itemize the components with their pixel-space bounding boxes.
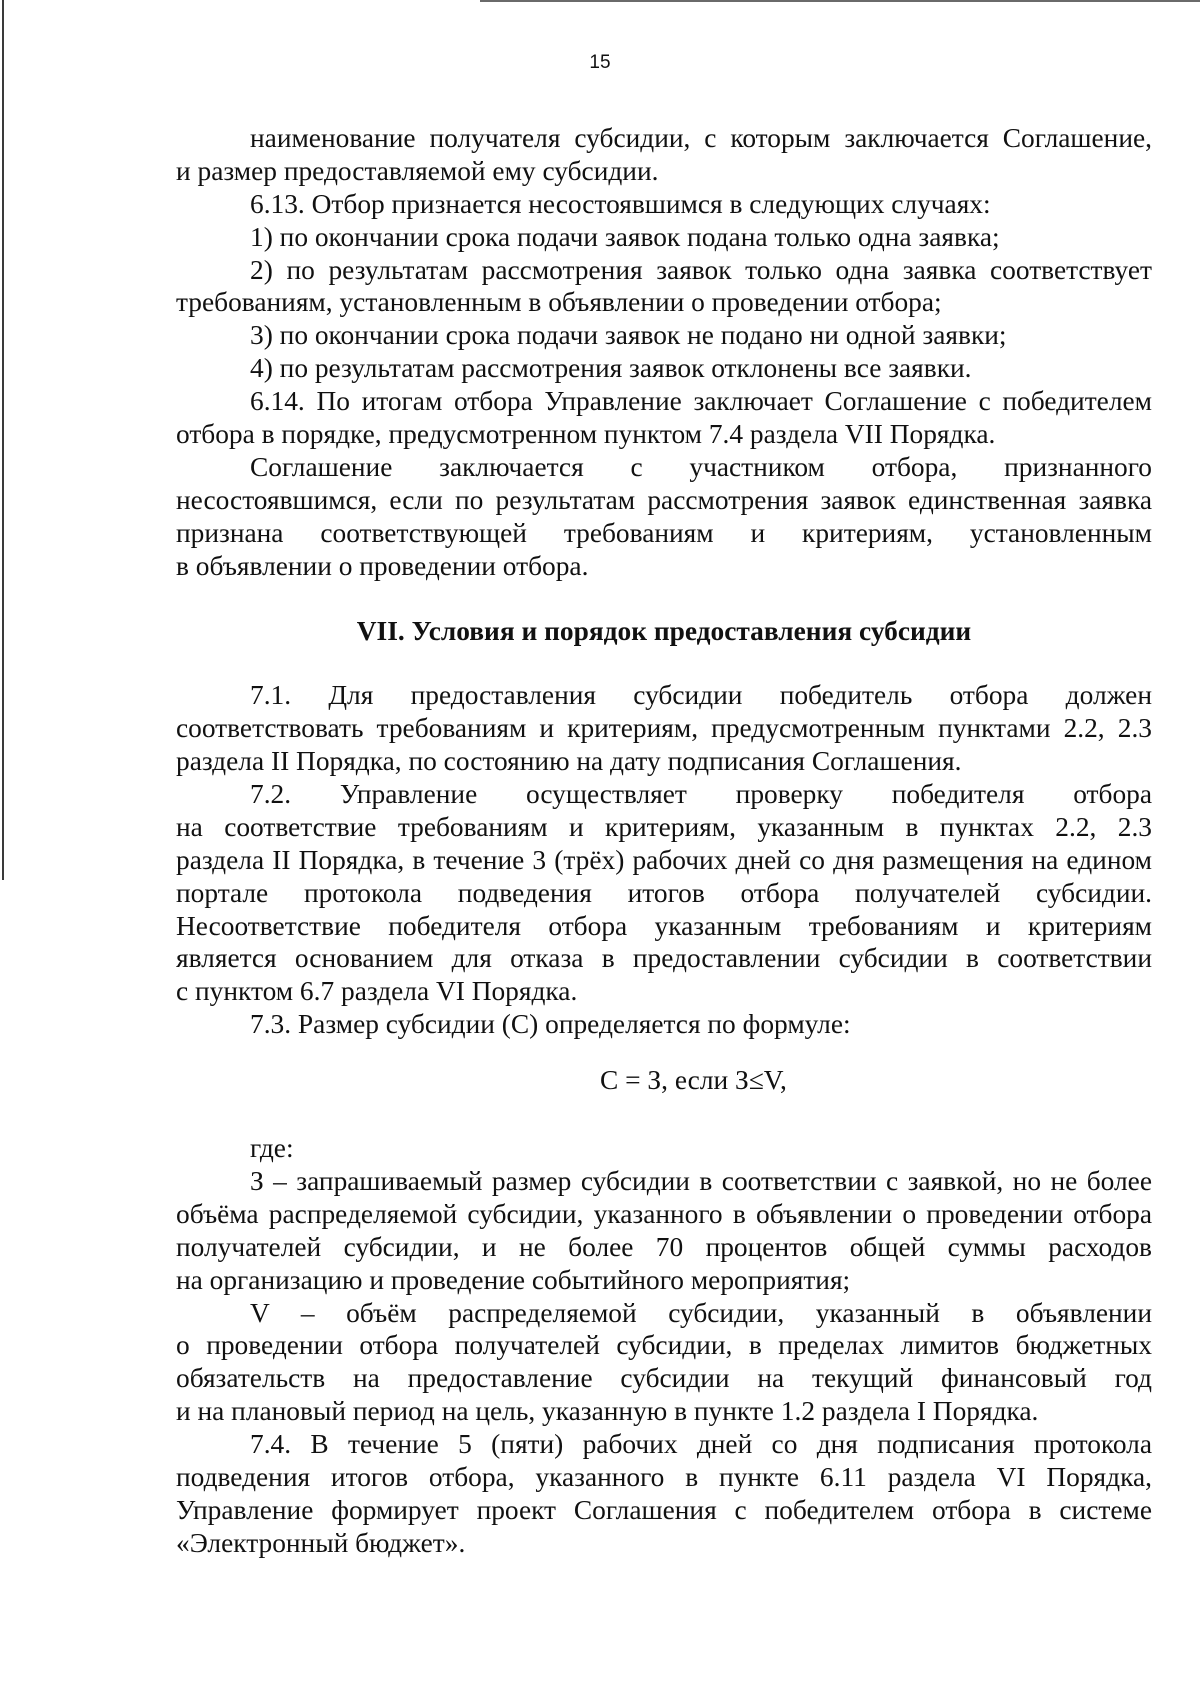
text-line: наименование получателя субсидии, с которым заключается Соглашение,: [250, 123, 1152, 153]
text-line: получателей субсидии, и не более 70 процентов общей суммы расходов: [176, 1231, 1152, 1262]
text-line: 3) по окончании срока подачи заявок не подано ни одной заявки;: [250, 320, 1007, 351]
text-line: Соглашение заключается с участником отбора, признанного: [250, 451, 1152, 482]
text-line: подведения итогов отбора, указанного в пункте 6.11 раздела VI Порядка,: [176, 1461, 1152, 1492]
text-line: Несоответствие победителя отбора указанным требованиям и критериям: [176, 910, 1152, 941]
text-line: в объявлении о проведении отбора.: [176, 550, 589, 581]
text-line: портале протокола подведения итогов отбора получателей субсидии.: [176, 877, 1152, 908]
paragraph-block-section-7: [176, 679, 1152, 1041]
text-line: З – запрашиваемый размер субсидии в соответствии с заявкой, но не более: [250, 1165, 1152, 1196]
text-line: 7.1. Для предоставления субсидии победитель отбора должен: [250, 680, 1152, 711]
text-line: Управление формирует проект Соглашения с победителем отбора в системе: [176, 1494, 1152, 1525]
text-line: о проведении отбора получателей субсидии, в пределах лимитов бюджетных: [176, 1330, 1152, 1361]
text-line: 6.13. Отбор признается несостоявшимся в следующих случаях:: [250, 188, 991, 219]
text-line: обязательств на предоставление субсидии на текущий финансовый год: [176, 1363, 1152, 1394]
paragraph-block-definitions: [176, 1132, 1152, 1560]
text-line: на организацию и проведение событийного мероприятия;: [176, 1264, 851, 1295]
text-line: 1) по окончании срока подачи заявок подана только одна заявка;: [250, 221, 1000, 252]
text-line: где:: [250, 1133, 294, 1164]
text-line: раздела II Порядка, в течение 3 (трёх) рабочих дней со дня размещения на едином: [176, 844, 1152, 875]
formula: С = З, если З≤V,: [600, 1065, 787, 1096]
text-line: 4) по результатам рассмотрения заявок отклонены все заявки.: [250, 353, 972, 384]
text-line: требованиям, установленным в объявлении о проведении отбора;: [176, 287, 942, 318]
text-line: несостоявшимся, если по результатам рассмотрения заявок единственная заявка: [176, 484, 1152, 515]
text-line: 7.2. Управление осуществляет проверку победителя отбора: [250, 779, 1152, 810]
scan-edge-left: [2, 0, 4, 880]
text-line: 7.4. В течение 5 (пяти) рабочих дней со дня подписания протокола: [250, 1429, 1152, 1460]
text-line: с пунктом 6.7 раздела VI Порядка.: [176, 976, 578, 1007]
scan-edge-top: [480, 0, 1200, 2]
document-body: [176, 122, 1152, 1560]
paragraph-block-section-6: [176, 122, 1152, 582]
section-heading: VII. Условия и порядок предоставления субсидии: [356, 616, 972, 647]
text-line: «Электронный бюджет».: [176, 1527, 466, 1558]
text-line: на соответствие требованиям и критериям, указанным в пунктах 2.2, 2.3: [176, 811, 1152, 842]
text-line: 2) по результатам рассмотрения заявок только одна заявка соответствует: [250, 254, 1152, 285]
text-line: 6.14. По итогам отбора Управление заключает Соглашение с победителем: [250, 386, 1152, 417]
text-line: и на плановый период на цель, указанную в пункте 1.2 раздела I Порядка.: [176, 1396, 1039, 1427]
text-line: и размер предоставляемой ему субсидии.: [176, 155, 659, 186]
text-line: отбора в порядке, предусмотренном пунктом 7.4 раздела VII Порядка.: [176, 419, 996, 450]
text-line: раздела II Порядка, по состоянию на дату подписания Соглашения.: [176, 746, 962, 777]
text-line: соответствовать требованиям и критериям, предусмотренным пунктами 2.2, 2.3: [176, 713, 1152, 744]
text-line: признана соответствующей требованиям и критериям, установленным: [176, 517, 1152, 548]
text-line: V – объём распределяемой субсидии, указанный в объявлении: [250, 1297, 1152, 1328]
page-number: 15: [589, 52, 611, 73]
text-line: 7.3. Размер субсидии (С) определяется по формуле:: [250, 1009, 851, 1040]
text-line: является основанием для отказа в предоставлении субсидии в соответствии: [176, 943, 1152, 974]
text-line: объёма распределяемой субсидии, указанного в объявлении о проведении отбора: [176, 1198, 1152, 1229]
